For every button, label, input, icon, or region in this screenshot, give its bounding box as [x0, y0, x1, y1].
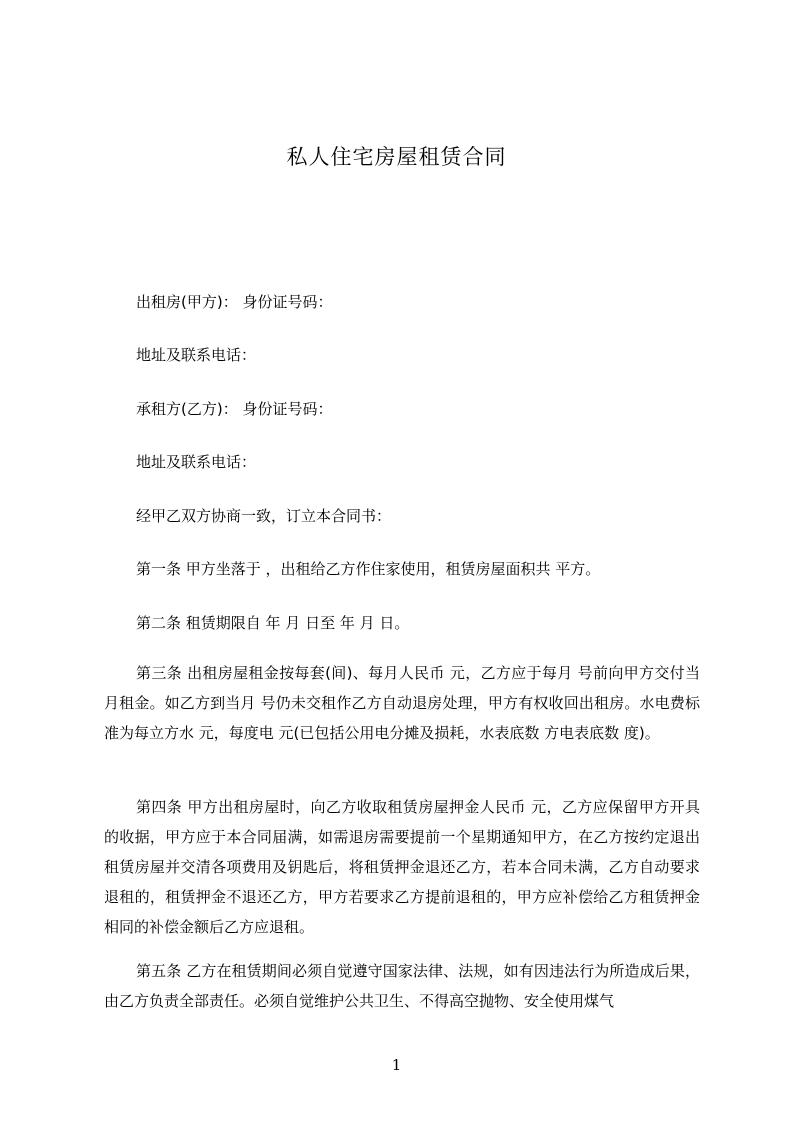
article-4: 第四条 甲方出租房屋时，向乙方收取租赁房屋押金人民币 元，乙方应保留甲方开具的收据，甲方应于本合同届满，如需退房需要提前一个星期通知甲方，在乙方按约定退出租赁房屋并交清各项费用及钥匙后，将租赁押金退还乙方，若本合同未满，乙方自动要求退租的，租赁押金不退还乙方，甲方若要求乙方提前退租的，甲方应补偿给乙方租赁押金相同的补偿金额后乙方应退租。 — [104, 798, 700, 936]
article-1: 第一条 甲方坐落于 ，出租给乙方作住家使用，租赁房屋面积共 平方。 — [136, 560, 601, 578]
page-number: 1 — [391, 1056, 402, 1074]
intro-line: 经甲乙双方协商一致，订立本合同书： — [136, 507, 392, 525]
lessor-line: 出租房(甲方)： 身份证号码： — [136, 293, 333, 311]
article-3: 第三条 出租房屋租金按每套(间)、每月人民币 元，乙方应于每月 号前向甲方交付当月租金。如乙方到当月 号仍未交租作乙方自动退房处理，甲方有权收回出租房。水电费标准为每立方水 元，每度电 元(已包括公用电分摊及损耗，水表底数 方电表底数 度)。 — [104, 664, 700, 742]
article-5: 第五条 乙方在租赁期间必须自觉遵守国家法律、法规，如有因违法行为所造成后果，由乙方负责全部责任。必须自觉维护公共卫生、不得高空抛物、安全使用煤气 — [104, 962, 700, 1010]
document-title: 私人住宅房屋租赁合同 — [286, 145, 507, 169]
lessee-line: 承租方(乙方)： 身份证号码： — [136, 400, 333, 418]
lessee-address-line: 地址及联系电话： — [136, 453, 257, 471]
article-2: 第二条 租赁期限自 年 月 日至 年 月 日。 — [136, 614, 410, 632]
lessor-address-line: 地址及联系电话： — [136, 346, 257, 364]
